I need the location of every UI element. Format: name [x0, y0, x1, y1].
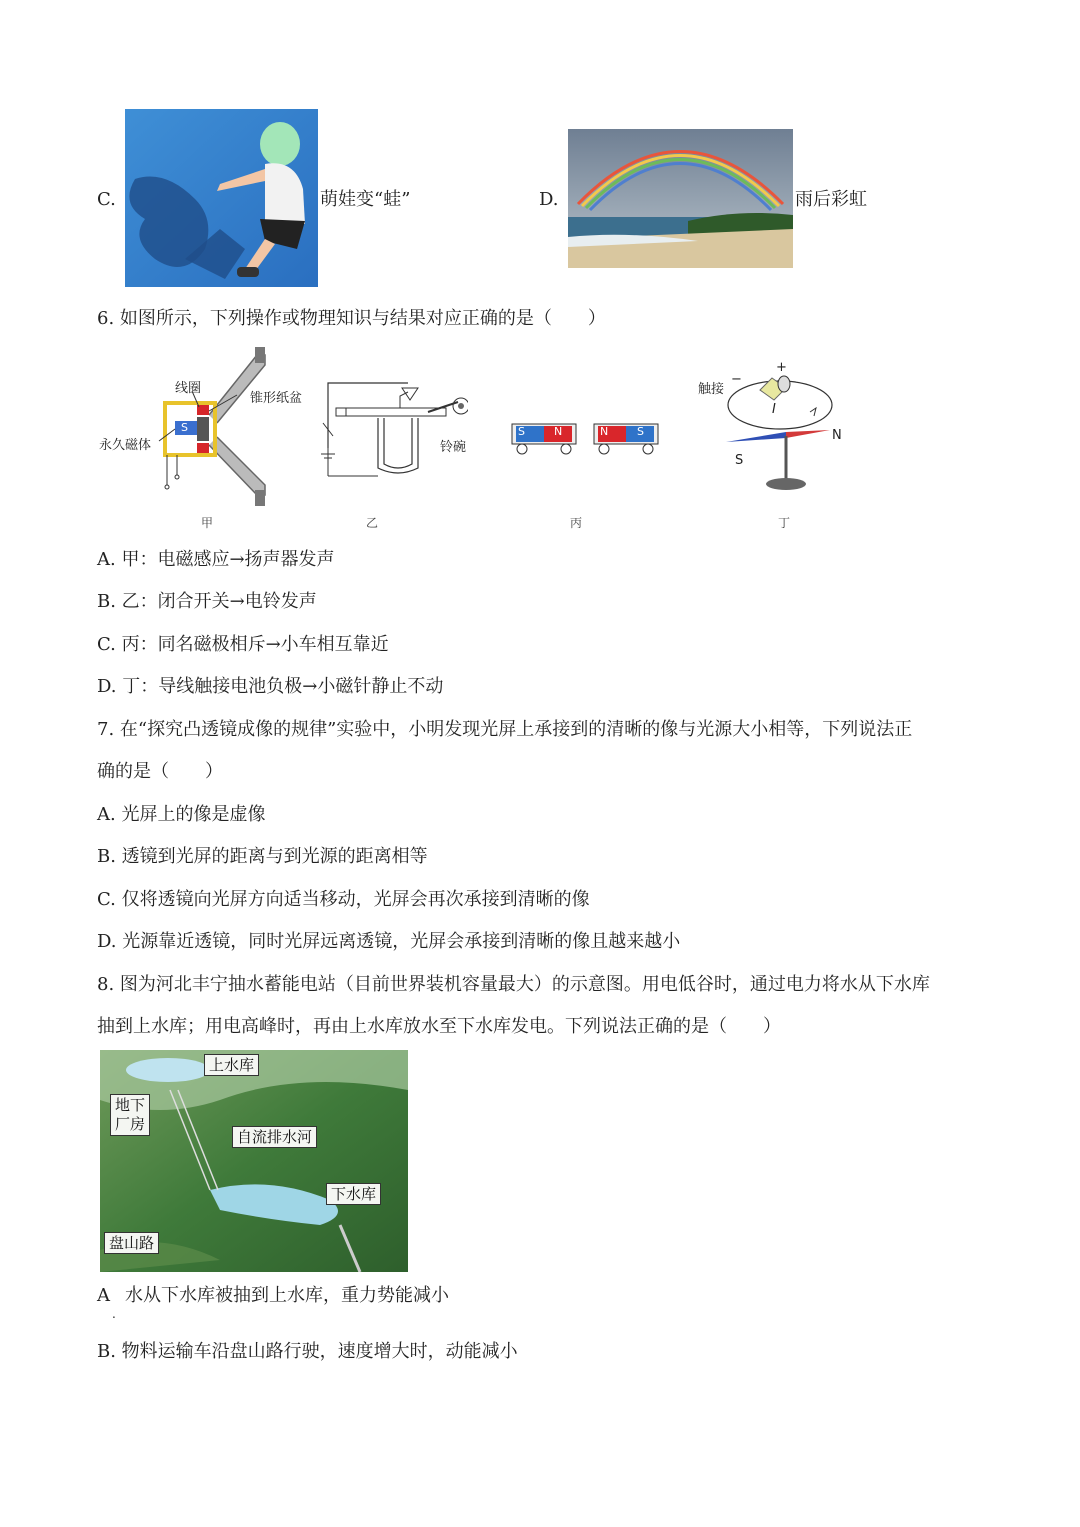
option-c-caption: 萌娃变“蛙” [320, 189, 411, 210]
map-label-river: 自流排水河 [232, 1126, 317, 1148]
q8-stem-line1: 8. 图为河北丰宁抽水蓄能电站（目前世界装机容量最大）的示意图。用电低谷时，通过电力将水从下水库 [97, 974, 930, 995]
q6-option-b: B. 乙：闭合开关→电铃发声 [97, 591, 317, 612]
caption-jia: 甲 [201, 516, 214, 530]
q7-option-d: D. 光源靠近透镜，同时光屏远离透镜，光屏会承接到清晰的像且越来越小 [97, 931, 681, 952]
q7-option-c: C. 仅将透镜向光屏方向适当移动，光屏会再次承接到清晰的像 [97, 889, 590, 910]
q7-option-a: A. 光屏上的像是虚像 [97, 804, 266, 825]
pumped-storage-map [100, 1050, 408, 1272]
q7-stem-line1: 7. 在“探究凸透镜成像的规律”实验中，小明发现光屏上承接到的清晰的像与光源大小相等，下列说法正 [97, 719, 913, 740]
label-compass-n: N [832, 428, 842, 443]
map-label-upper: 上水库 [204, 1054, 259, 1076]
label-cone: 锥形纸盆 [250, 391, 303, 406]
cart2-n: N [600, 425, 609, 438]
label-speaker-s: S [181, 421, 188, 434]
map-label-plant [110, 1094, 150, 1136]
cart2-s: S [637, 425, 644, 438]
option-d-letter: D. [539, 189, 559, 210]
map-label-lower: 下水库 [326, 1183, 381, 1205]
label-plus: + [776, 360, 787, 375]
label-coil: 线圈 [175, 381, 202, 396]
caption-yi: 乙 [366, 516, 379, 530]
q6-option-c: C. 丙：同名磁极相斥→小车相互靠近 [97, 634, 389, 655]
q6-stem: 6. 如图所示，下列操作或物理知识与结果对应正确的是（ ） [97, 308, 606, 329]
label-touch: 触接 [698, 382, 725, 397]
caption-bing: 丙 [570, 516, 583, 530]
q8-stem-line2: 抽到上水库；用电高峰时，再由上水库放水至下水库发电。下列说法正确的是（ ） [97, 1016, 781, 1037]
label-minus: − [731, 372, 742, 387]
cart1-n: N [554, 425, 563, 438]
cart1-s: S [518, 425, 525, 438]
q6-option-d: D. 丁：导线触接电池负极→小磁针静止不动 [97, 676, 444, 697]
option-d-caption: 雨后彩虹 [795, 189, 867, 210]
rainbow-photo [568, 129, 793, 268]
q6-option-a: A. 甲：电磁感应→扬声器发声 [97, 549, 335, 570]
q8-option-a-text: 水从下水库被抽到上水库，重力势能减小 [125, 1285, 449, 1306]
map-label-road: 盘山路 [104, 1232, 159, 1254]
option-c-letter: C. [97, 189, 116, 210]
q8-option-b: B. 物料运输车沿盘山路行驶，速度增大时，动能减小 [97, 1341, 518, 1362]
label-compass-s: S [735, 453, 744, 468]
map-label-plant-line1: 地下 [115, 1096, 146, 1114]
frog-shadow-photo [125, 109, 318, 287]
q8-option-a-dot: . [112, 1307, 116, 1321]
electric-bell-diagram [318, 378, 468, 478]
map-label-plant-line2: 厂房 [115, 1115, 146, 1133]
q8-option-a-letter: A [97, 1285, 110, 1306]
q7-stem-line2: 确的是（ ） [97, 761, 223, 782]
speaker-diagram [97, 345, 287, 510]
caption-ding: 丁 [778, 516, 791, 530]
label-bell: 铃碗 [440, 440, 467, 455]
q7-option-b: B. 透镜到光屏的距离与到光源的距离相等 [97, 846, 428, 867]
label-magnet: 永久磁体 [99, 438, 152, 453]
label-current: I [772, 402, 776, 417]
